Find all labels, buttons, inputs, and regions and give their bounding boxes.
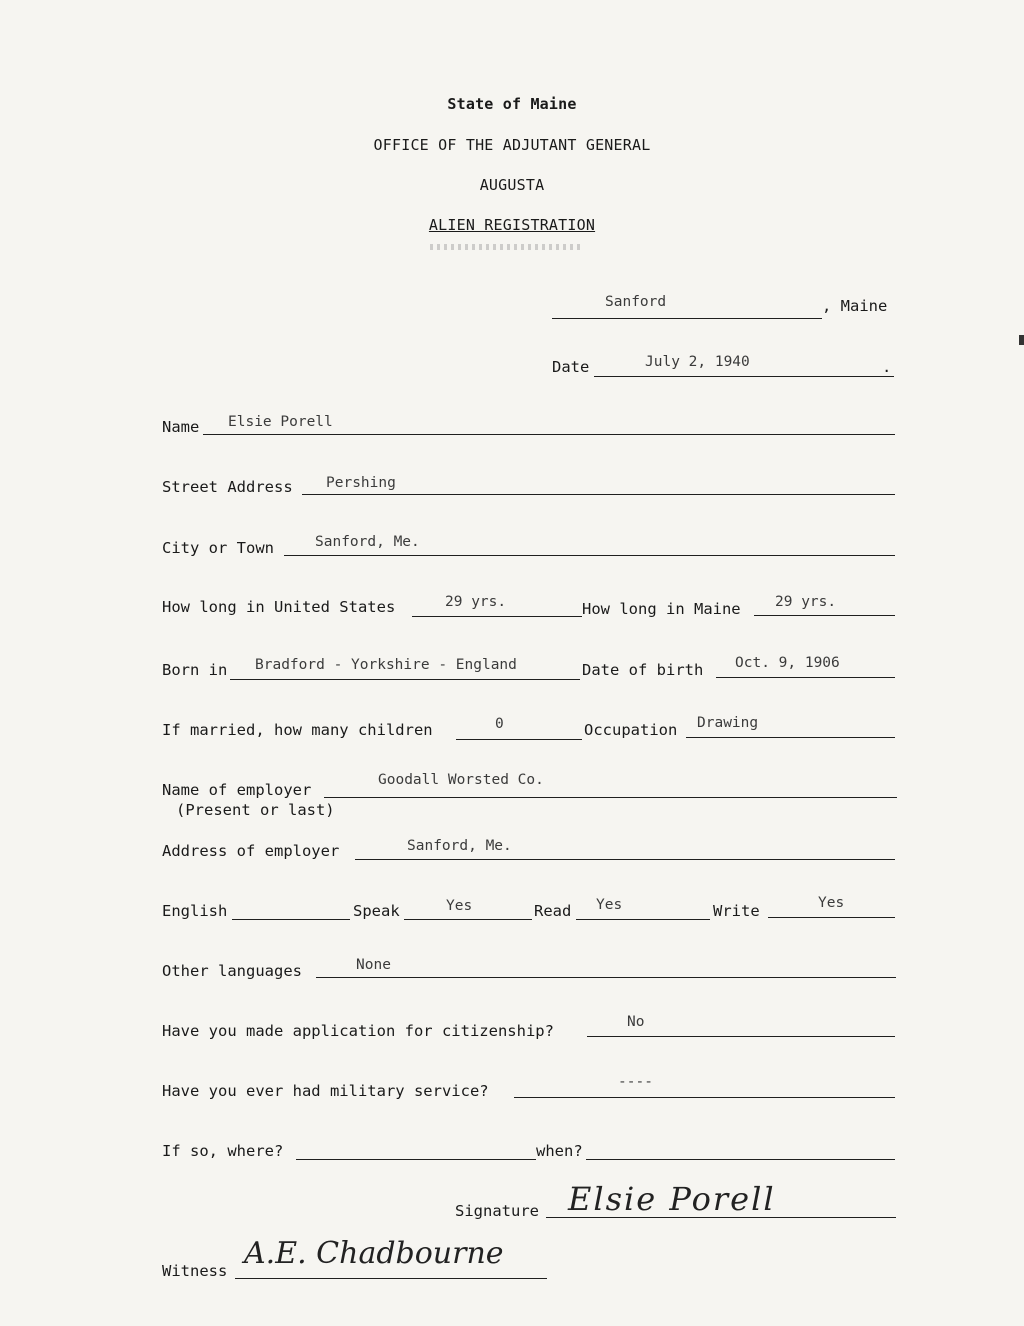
how-long-us-value: 29 yrs. <box>445 594 507 610</box>
other-languages-label: Other languages <box>162 962 302 980</box>
when-line <box>586 1159 895 1160</box>
office-heading: OFFICE OF THE ADJUTANT GENERAL <box>373 136 651 154</box>
city-town-line <box>284 555 895 556</box>
location-suffix: , Maine <box>822 297 888 315</box>
employer-label: Name of employer <box>162 781 312 799</box>
write-value: Yes <box>818 895 845 911</box>
employer-address-value: Sanford, Me. <box>407 838 512 854</box>
state-heading: State of Maine <box>447 95 577 113</box>
other-languages-line <box>316 977 896 978</box>
location-line <box>552 318 822 319</box>
name-label: Name <box>162 418 200 436</box>
employer-line <box>324 797 897 798</box>
signature-value: Elsie Porell <box>568 1180 776 1218</box>
citizenship-label: Have you made application for citizenship? <box>162 1022 554 1040</box>
citizenship-line <box>587 1036 895 1037</box>
children-line <box>456 739 582 740</box>
where-line <box>296 1159 536 1160</box>
street-address-label: Street Address <box>162 478 293 496</box>
speak-label: Speak <box>353 902 400 920</box>
write-label: Write <box>713 902 760 920</box>
witness-line <box>235 1278 547 1279</box>
speak-line <box>404 919 532 920</box>
write-line <box>768 917 895 918</box>
how-long-us-line <box>412 616 582 617</box>
how-long-maine-label: How long in Maine <box>582 600 741 618</box>
read-value: Yes <box>596 897 623 913</box>
date-of-birth-label: Date of birth <box>582 661 704 679</box>
employer-address-line <box>355 859 895 860</box>
born-in-line <box>230 679 580 680</box>
how-long-maine-value: 29 yrs. <box>775 594 837 610</box>
other-languages-value: None <box>356 957 391 973</box>
ink-smudge <box>430 244 580 250</box>
children-value: 0 <box>495 716 504 732</box>
occupation-line <box>686 737 895 738</box>
edge-mark <box>1019 335 1024 345</box>
english-line <box>232 919 350 920</box>
date-line <box>594 376 894 377</box>
how-long-maine-line <box>754 615 895 616</box>
street-address-line <box>302 494 895 495</box>
read-line <box>576 919 710 920</box>
how-long-us-label: How long in United States <box>162 598 396 616</box>
date-of-birth-line <box>716 677 895 678</box>
employer-value: Goodall Worsted Co. <box>378 772 544 788</box>
occupation-value: Drawing <box>697 715 759 731</box>
name-value: Elsie Porell <box>228 414 333 430</box>
occupation-label: Occupation <box>584 721 678 739</box>
witness-label: Witness <box>162 1262 228 1280</box>
military-label: Have you ever had military service? <box>162 1082 489 1100</box>
witness-signature: A.E. Chadbourne <box>244 1236 504 1271</box>
city-town-value: Sanford, Me. <box>315 534 420 550</box>
employer-sublabel: (Present or last) <box>176 801 335 819</box>
name-line <box>203 434 895 435</box>
born-in-label: Born in <box>162 661 228 679</box>
location-value: Sanford <box>605 294 667 310</box>
date-value: July 2, 1940 <box>645 354 750 370</box>
speak-value: Yes <box>446 898 473 914</box>
citizenship-value: No <box>627 1014 645 1030</box>
signature-line <box>546 1217 896 1218</box>
date-end: . <box>882 358 892 376</box>
form-title: ALIEN REGISTRATION <box>428 216 596 234</box>
where-label: If so, where? <box>162 1142 284 1160</box>
children-label: If married, how many children <box>162 721 433 739</box>
city-town-label: City or Town <box>162 539 274 557</box>
city-heading: AUGUSTA <box>479 176 545 194</box>
date-label: Date <box>552 358 590 376</box>
english-label: English <box>162 902 228 920</box>
military-line <box>514 1097 895 1098</box>
when-label: when? <box>536 1142 583 1160</box>
signature-label: Signature <box>455 1202 539 1220</box>
street-address-value: Pershing <box>326 475 396 491</box>
military-value: ---- <box>618 1074 653 1090</box>
employer-address-label: Address of employer <box>162 842 340 860</box>
born-in-value: Bradford - Yorkshire - England <box>255 657 517 673</box>
read-label: Read <box>534 902 572 920</box>
date-of-birth-value: Oct. 9, 1906 <box>735 655 840 671</box>
